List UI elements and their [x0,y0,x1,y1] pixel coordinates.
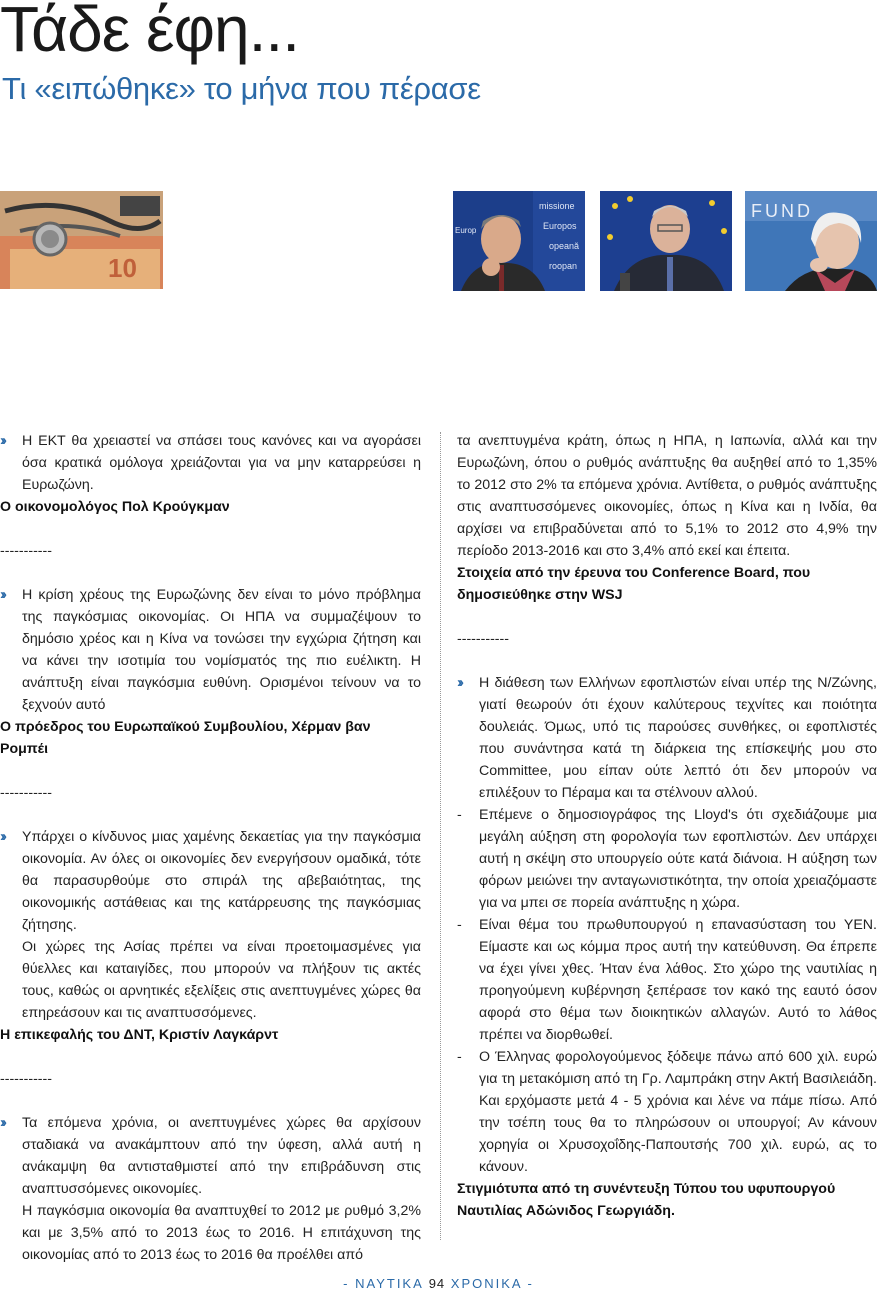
footer-magazine-right: ΧΡΟΝΙΚΑ - [450,1276,534,1291]
quote-text: Η ΕΚΤ θα χρειαστεί να σπάσει τους κανόνες και να αγοράσει όσα κρατικά ομόλογα χρειάζονται για να μην καταρρεύσει η Ευρωζώνη. [22,433,421,493]
dash-bullet: - [457,1049,462,1065]
quote-author: Στιγμιότυπα από τη συνέντευξη Τύπου του υφυπουργού Ναυτιλίας Αδώνιδος Γεωργιάδη. [457,1181,836,1219]
quote-author: Στοιχεία από την έρευνα του Conference Board, που δημοσιεύθηκε στην WSJ [457,565,811,603]
quote-krugman [0,430,421,496]
lagarde-photo [745,191,877,291]
van-rompuy-photo [600,191,732,291]
page-footer [0,1276,877,1291]
separator: ----------- [0,543,52,559]
page-title: Τάδε έφη... [0,0,299,65]
list-item: - Ο Έλληνας φορολογούμενος ξόδεψε πάνω από 600 χιλ. ευρώ για τη μετακόμιση από τη Γρ. Λαμπράκη στην Ακτή Βασιλειάδη. Και ερχόμαστε μετά 4 - 5 χρόνια και λένε να πάμε πίσω. Από την τσέπη τους θα το πληρώσουν οι υπουργοί; Αν κάνουν χορηγία οι Χρυσοχοΐδης-Παπουτσής 700 χιλ. ευρώ, ας το κάνουν. [457,1046,877,1178]
quote-author: Ο πρόεδρος του Ευρωπαϊκού Συμβουλίου, Χέρμαν βαν Ρομπέι [0,719,371,757]
quote-text: Η κρίση χρέους της Ευρωζώνης δεν είναι το μόνο πρόβλημα της παγκόσμιας οικονομίας. Οι ΗΠΑ να συμμαζέψουν το δημόσιο χρέος και η Κίνα να τονώσει την εγχώρια ζήτηση και να κάνει την ισοτιμία του νομίσματός της πιο ευέλικτη. Η ανάπτυξη είναι παγκόσμια ευθύνη. Ορισμένοι τείνουν να το ξεχνούν αυτό [22,587,421,713]
svg-text:FUND: FUND [751,201,813,221]
svg-text:roopan: roopan [549,261,578,271]
svg-text:Europos: Europos [543,221,577,231]
page-subtitle: Τι «ειπώθηκε» το μήνα που πέρασε [2,71,481,106]
quote-text-continued: Οι χώρες της Ασίας πρέπει να είναι προετοιμασμένες για θύελλες και καταιγίδες, που μπορούν να πλήξουν τις ακτές τους, καθώς οι αρνητικές εξελίξεις στις ανεπτυγμένες χώρες θα επηρεάσουν και τις αναπτυσσόμενες. [22,939,421,1021]
quote-conference-board [0,1112,421,1200]
quote-van-rompuy [0,584,421,716]
svg-text:opeană: opeană [549,241,580,251]
krugman-photo [453,191,585,291]
dash-bullet: - [457,917,462,933]
quote-text: Η διάθεση των Ελλήνων εφοπλιστών είναι υπέρ της Ν/Ζώνης, γιατί θεωρούν ότι έχουν καλύτερους τεχνίτες και ποιότητα δουλειάς. Όμως, υπό τις παρούσες συνθήκες, οι εφοπλιστές που συνάντησα κατά τη διάρκεια της επίσκεψής μου στο Committee, μου είπαν ούτε λεπτό ότι δεν μπορούν να επιλέξουν το Πέραμα και τα στέλνουν αλλού. [479,675,877,801]
list-item: - Είναι θέμα του πρωθυπουργού η επανασύσταση του ΥΕΝ. Είμαστε και ως κόμμα προς αυτή την κατεύθυνση. Θα έπρεπε να έχει γίνει χθες. Ήταν ένα λάθος. Στο χώρο της ναυτιλίας η προηγούμενη κυβέρνηση ξεπέρασε τον κακό της εαυτό όσον αφορά στο θέμα των διοικητικών αλλαγών. Αυτό το λάθος πρέπει να διορθωθεί. [457,914,877,1046]
separator: ----------- [0,1071,52,1087]
svg-text:Europ: Europ [455,226,477,235]
footer-magazine-left: - ΝΑΥΤΙΚΑ [343,1276,424,1291]
chevron-right-icon: ›› [0,828,4,845]
list-item: - Επέμενε ο δημοσιογράφος της Lloyd's ότι σχεδιάζουμε μια μεγάλη αύξηση στη φορολογία των εφοπλιστών. Δεν υπάρχει αυτή η σκέψη στο υπουργείο ούτε κατά διάνοια. Η αύξηση των φόρων μειώνει την ανταγωνιστικότητα, την οποία χρειαζόμαστε για να μπει σε πορεία ανάπτυξης η χώρα. [457,804,877,914]
page-number: 94 [428,1276,446,1291]
chevron-right-icon: ›› [0,432,4,449]
quote-lagarde [0,826,421,936]
quote-text-continued: τα ανεπτυγμένα κράτη, όπως η ΗΠΑ, η Ιαπωνία, αλλά και την Ευρωζώνη, όπου ο ρυθμός ανάπτυξης θα αυξηθεί από το 1,35% το 2012 στο 2% τα επόμενα χρόνια. Αντίθετα, ο ρυθμός ανάπτυξης στις αναπτυσσόμενες οικονομίες, όπως η Κίνα και η Ινδία, θα αρχίσει να επιβραδύνεται από το 5,1% το 2012 στο 4,9% την περίοδο 2013-2016 και στο 3,4% από εκεί και έπειτα. [457,433,877,559]
separator: ----------- [457,631,509,647]
column-divider [440,432,441,1240]
quote-text: Τα επόμενα χρόνια, οι ανεπτυγμένες χώρες θα αρχίσουν σταδιακά να ανακάμπτουν από την ύφεση, αλλά αυτή η ανάκαμψη θα αντισταθμιστεί από την επιβράδυνση στις αναπτυσσόμενες οικονομίες. [22,1115,421,1197]
dash-bullet: - [457,807,462,823]
quote-author: Η επικεφαλής του ΔΝΤ, Κριστίν Λαγκάρντ [0,1027,279,1043]
stethoscope-money-photo [0,191,163,289]
quote-text-continued: Η παγκόσμια οικονομία θα αναπτυχθεί το 2012 με ρυθμό 3,2% και με 3,5% από το 2013 έως το 2016. Η επιτάχυνση της οικονομίας από το 2013 έως το 2016 θα προέλθει από [22,1203,421,1263]
quote-georgiadis [457,672,877,804]
chevron-right-icon: ›› [0,1114,4,1131]
separator: ----------- [0,785,52,801]
chevron-right-icon: ›› [0,586,4,603]
quote-author: Ο οικονομολόγος Πολ Κρούγκμαν [0,499,230,515]
right-column [457,430,877,1222]
svg-text:10: 10 [108,253,137,283]
svg-text:missione: missione [539,201,575,211]
chevron-right-icon: ›› [457,674,461,691]
left-column [0,430,421,1266]
quote-text: Υπάρχει ο κίνδυνος μιας χαμένης δεκαετίας για την παγκόσμια οικονομία. Αν όλες οι οικονομίες δεν ενεργήσουν ομαδικά, τότε θα παρασυρθούμε στο σπιράλ της αβεβαιότητας, της οικονομικής αστάθειας και της κατάρρευσης της παγκόσμιας ζήτησης. [22,829,421,933]
